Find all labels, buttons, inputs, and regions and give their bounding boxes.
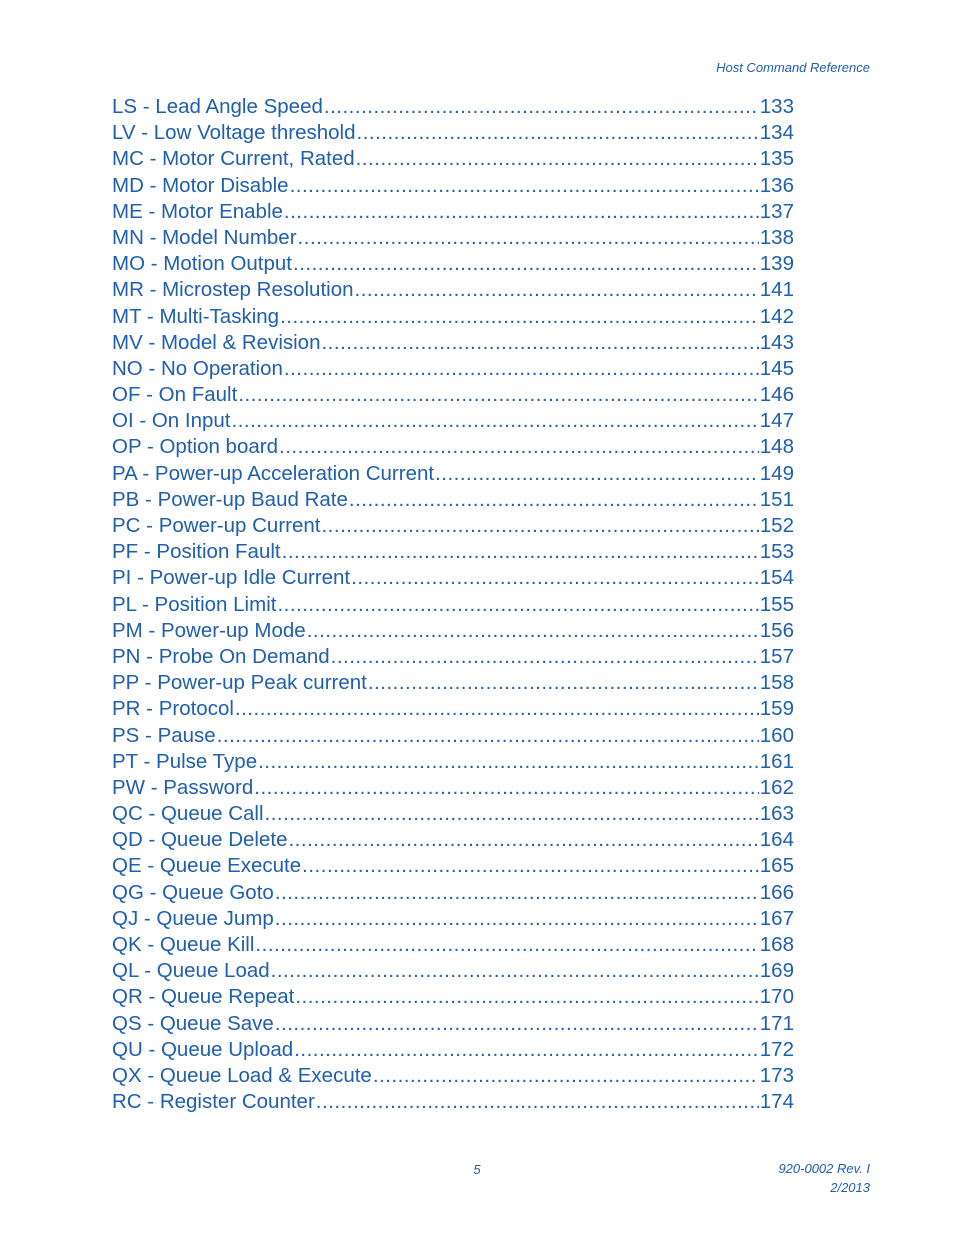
toc-entry-title: MC - Motor Current, Rated: [112, 147, 355, 171]
toc-leader-dots: [302, 853, 759, 879]
toc-entry-page: 169: [759, 959, 794, 983]
toc-entry-page: 154: [759, 566, 794, 590]
toc-leader-dots: [307, 618, 759, 644]
toc-entry-title: MT - Multi-Tasking: [112, 304, 280, 328]
toc-entry-page: 138: [759, 225, 794, 249]
toc-entry[interactable]: [112, 644, 794, 670]
toc-leader-dots: [368, 670, 759, 696]
toc-entry[interactable]: [112, 592, 794, 618]
toc-leader-dots: [277, 592, 758, 618]
toc-leader-dots: [321, 330, 758, 356]
toc-entry-page: 148: [759, 435, 794, 459]
toc-entry[interactable]: [112, 775, 794, 801]
toc-entry[interactable]: [112, 539, 794, 565]
toc-entry[interactable]: [112, 958, 794, 984]
toc-leader-dots: [349, 487, 759, 513]
toc-entry[interactable]: [112, 434, 794, 460]
document-revision-info: [778, 1159, 870, 1197]
toc-leader-dots: [373, 1063, 759, 1089]
revision-date: 2/2013: [830, 1180, 870, 1195]
toc-entry-page: 147: [759, 409, 794, 433]
toc-entry-page: 152: [759, 514, 794, 537]
toc-leader-dots: [235, 696, 759, 722]
toc-entry[interactable]: [112, 356, 794, 382]
toc-entry-title: QD - Queue Delete: [112, 828, 288, 852]
toc-entry-page: 133: [759, 95, 794, 118]
toc-entry-page: 172: [759, 1037, 794, 1061]
toc-leader-dots: [217, 723, 759, 749]
toc-entry-title: QL - Queue Load: [112, 959, 270, 983]
toc-entry[interactable]: [112, 146, 794, 172]
toc-entry[interactable]: [112, 382, 794, 408]
toc-entry-page: 137: [759, 199, 794, 223]
toc-entry[interactable]: [112, 408, 794, 434]
running-header: Host Command Reference: [716, 60, 870, 75]
toc-leader-dots: [288, 827, 758, 853]
toc-entry[interactable]: [112, 932, 794, 958]
toc-entry-page: 149: [759, 461, 794, 485]
toc-entry[interactable]: [112, 1089, 794, 1115]
toc-entry-page: 155: [759, 592, 794, 616]
toc-leader-dots: [275, 1011, 759, 1037]
toc-leader-dots: [254, 775, 759, 801]
toc-entry-title: PL - Position Limit: [112, 592, 277, 616]
toc-entry-page: 136: [759, 173, 794, 197]
toc-entry-title: LV - Low Voltage threshold: [112, 121, 356, 145]
toc-entry[interactable]: [112, 618, 794, 644]
toc-entry-title: PR - Protocol: [112, 697, 234, 721]
toc-entry-page: 145: [759, 356, 794, 380]
toc-entry-title: OI - On Input: [112, 409, 231, 433]
toc-entry-page: 139: [759, 252, 794, 276]
toc-entry-title: QX - Queue Load & Execute: [112, 1063, 372, 1087]
toc-entry-title: PT - Pulse Type: [112, 749, 258, 773]
toc-entry-page: 151: [759, 487, 794, 511]
toc-entry-page: 162: [759, 775, 794, 799]
toc-entry[interactable]: [112, 1011, 794, 1037]
toc-entry-title: QK - Queue Kill: [112, 933, 255, 956]
toc-entry-page: 141: [759, 278, 794, 302]
toc-entry-page: 167: [759, 906, 794, 930]
toc-leader-dots: [357, 120, 759, 146]
toc-entry[interactable]: [112, 853, 794, 879]
toc-leader-dots: [435, 461, 759, 487]
toc-entry-title: RC - Register Counter: [112, 1090, 315, 1114]
toc-entry-page: 161: [759, 749, 794, 773]
toc-leader-dots: [290, 173, 759, 199]
toc-entry[interactable]: [112, 1037, 794, 1063]
toc-entry-title: MD - Motor Disable: [112, 173, 289, 197]
toc-entry[interactable]: [112, 461, 794, 487]
toc-entry-title: NO - No Operation: [112, 356, 283, 380]
toc-entry-title: QC - Queue Call: [112, 802, 264, 826]
toc-entry-title: LS - Lead Angle Speed: [112, 95, 323, 118]
toc-leader-dots: [280, 304, 759, 330]
toc-entry-title: PA - Power-up Acceleration Current: [112, 461, 435, 485]
toc-entry[interactable]: [112, 984, 794, 1010]
toc-leader-dots: [279, 434, 759, 460]
toc-leader-dots: [316, 1089, 759, 1115]
toc-entry-title: PI - Power-up Idle Current: [112, 566, 351, 590]
toc-leader-dots: [355, 277, 759, 303]
toc-entry-title: QJ - Queue Jump: [112, 906, 274, 930]
toc-entry[interactable]: [112, 199, 794, 225]
toc-entry[interactable]: [112, 880, 794, 906]
toc-entry-title: MN - Model Number: [112, 225, 297, 249]
toc-entry-page: 142: [759, 304, 794, 328]
toc-entry[interactable]: [112, 120, 794, 146]
toc-leader-dots: [295, 984, 758, 1010]
toc-entry[interactable]: [112, 723, 794, 749]
toc-leader-dots: [265, 801, 759, 827]
toc-entry-title: PN - Probe On Demand: [112, 644, 330, 668]
toc-leader-dots: [271, 958, 759, 984]
toc-entry-page: 171: [759, 1011, 794, 1035]
toc-leader-dots: [298, 225, 759, 251]
toc-entry-page: 170: [759, 985, 794, 1009]
toc-leader-dots: [238, 382, 758, 408]
toc-entry[interactable]: [112, 1063, 794, 1089]
toc-entry-title: ME - Motor Enable: [112, 199, 283, 223]
toc-entry-title: MO - Motion Output: [112, 252, 293, 276]
toc-entry-title: OP - Option board: [112, 435, 278, 459]
toc-entry-title: PB - Power-up Baud Rate: [112, 487, 348, 511]
toc-entry-title: MR - Microstep Resolution: [112, 278, 354, 302]
toc-entry-page: 163: [759, 802, 794, 826]
toc-entry-title: PM - Power-up Mode: [112, 618, 306, 642]
toc-entry[interactable]: [112, 906, 794, 932]
toc-entry-page: 164: [759, 828, 794, 852]
toc-entry-title: QU - Queue Upload: [112, 1037, 294, 1061]
toc-entry-title: OF - On Fault: [112, 383, 238, 407]
toc-leader-dots: [258, 749, 759, 775]
toc-entry-title: PS - Pause: [112, 723, 216, 747]
toc-entry[interactable]: [112, 513, 794, 539]
toc-leader-dots: [255, 932, 758, 958]
toc-entry[interactable]: [112, 277, 794, 303]
toc-entry-title: QR - Queue Repeat: [112, 985, 295, 1009]
toc-entry-page: 158: [759, 671, 794, 695]
toc-entry[interactable]: [112, 801, 794, 827]
toc-entry-page: 157: [759, 644, 794, 668]
toc-entry[interactable]: [112, 225, 794, 251]
toc-entry-page: 156: [759, 618, 794, 642]
toc-entry[interactable]: [112, 487, 794, 513]
toc-leader-dots: [321, 513, 758, 539]
toc-entry[interactable]: [112, 827, 794, 853]
toc-leader-dots: [284, 356, 759, 382]
toc-entry-title: MV - Model & Revision: [112, 330, 321, 354]
toc-entry-title: QS - Queue Save: [112, 1011, 274, 1035]
toc-entry[interactable]: [112, 749, 794, 775]
toc-entry-title: PC - Power-up Current: [112, 514, 321, 537]
toc-entry[interactable]: [112, 565, 794, 591]
toc-entry[interactable]: [112, 304, 794, 330]
toc-entry-page: 143: [759, 330, 794, 354]
toc-entry[interactable]: [112, 696, 794, 722]
toc-leader-dots: [293, 251, 759, 277]
table-of-contents: [112, 94, 794, 1115]
toc-leader-dots: [331, 644, 759, 670]
toc-entry-page: 135: [759, 147, 794, 171]
toc-entry-page: 168: [759, 933, 794, 956]
toc-leader-dots: [356, 146, 759, 172]
toc-leader-dots: [232, 408, 759, 434]
toc-leader-dots: [351, 565, 759, 591]
toc-entry-page: 160: [759, 723, 794, 747]
toc-entry-title: PW - Password: [112, 775, 254, 799]
toc-leader-dots: [284, 199, 759, 225]
toc-entry-title: PF - Position Fault: [112, 540, 281, 564]
toc-entry-page: 166: [759, 880, 794, 904]
toc-entry-title: QE - Queue Execute: [112, 854, 302, 878]
toc-entry-page: 146: [759, 383, 794, 407]
toc-entry-title: QG - Queue Goto: [112, 880, 274, 904]
page-number: 5: [473, 1162, 481, 1177]
toc-leader-dots: [275, 906, 759, 932]
toc-entry-page: 165: [759, 854, 794, 878]
toc-entry[interactable]: [112, 173, 794, 199]
toc-entry-title: PP - Power-up Peak current: [112, 671, 367, 695]
toc-leader-dots: [275, 880, 759, 906]
toc-entry-page: 134: [759, 121, 794, 145]
toc-leader-dots: [294, 1037, 759, 1063]
toc-entry[interactable]: [112, 94, 794, 120]
toc-entry-page: 173: [759, 1063, 794, 1087]
document-number: 920-0002 Rev. I: [778, 1161, 870, 1176]
toc-entry-page: 153: [759, 540, 794, 564]
toc-leader-dots: [282, 539, 759, 565]
toc-entry-page: 174: [759, 1090, 794, 1114]
toc-entry-page: 159: [759, 697, 794, 721]
toc-leader-dots: [324, 94, 759, 120]
toc-entry[interactable]: [112, 330, 794, 356]
toc-entry[interactable]: [112, 670, 794, 696]
toc-entry[interactable]: [112, 251, 794, 277]
